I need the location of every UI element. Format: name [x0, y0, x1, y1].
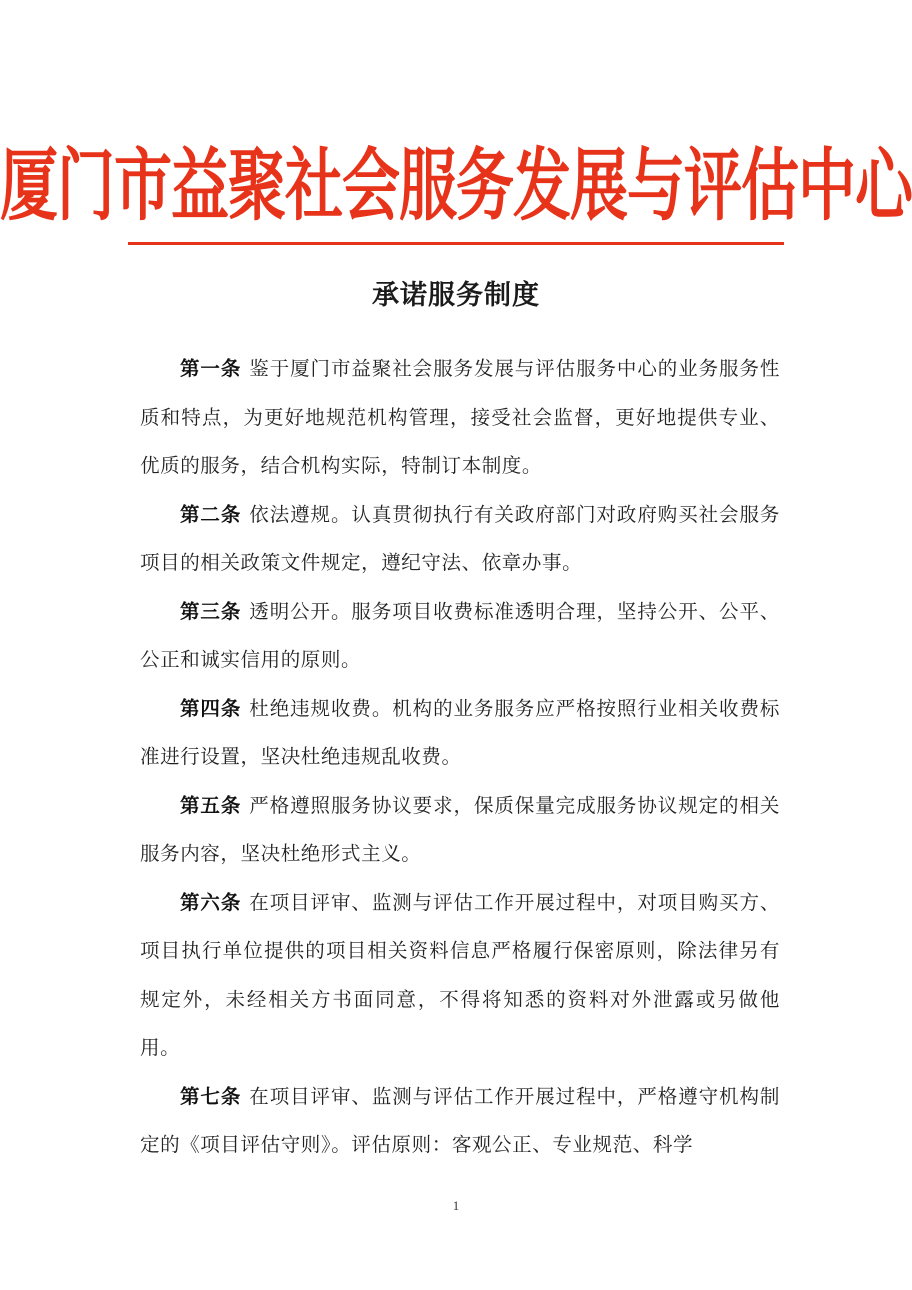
- article-text: 依法遵规。认真贯彻执行有关政府部门对政府购买社会服务项目的相关政策文件规定，遵纪守法、依章办事。: [140, 502, 780, 574]
- article-text: 严格遵照服务协议要求，保质保量完成服务协议规定的相关服务内容，坚决杜绝形式主义。: [140, 793, 780, 865]
- document-title: 承诺服务制度: [372, 280, 540, 311]
- letterhead-org-name: 厦门市益聚社会服务发展与评估中心: [0, 139, 912, 232]
- article-3: [140, 588, 780, 685]
- article-text: 杜绝违规收费。机构的业务服务应严格按照行业相关收费标准进行设置，坚决杜绝违规乱收费。: [140, 696, 780, 768]
- letterhead-divider: [128, 242, 784, 245]
- article-heading: 第一条: [180, 357, 242, 380]
- article-2: [140, 491, 780, 588]
- page-number: 1: [452, 1198, 460, 1213]
- article-7: [140, 1073, 780, 1170]
- article-heading: 第六条: [180, 890, 242, 914]
- document-body: [140, 345, 780, 1170]
- article-heading: 第七条: [180, 1084, 242, 1108]
- article-6: [140, 879, 780, 1073]
- article-heading: 第五条: [180, 793, 242, 817]
- article-heading: 第四条: [180, 696, 242, 720]
- article-1: [140, 345, 780, 491]
- article-5: [140, 782, 780, 879]
- article-text: 透明公开。服务项目收费标准透明合理，坚持公开、公平、公正和诚实信用的原则。: [140, 599, 780, 671]
- article-text: 在项目评审、监测与评估工作开展过程中，对项目购买方、项目执行单位提供的项目相关资料信息严格履行保密原则，除法律另有规定外，未经相关方书面同意，不得将知悉的资料对外泄露或另做他用。: [140, 890, 780, 1059]
- article-heading: 第三条: [180, 599, 242, 623]
- article-4: [140, 685, 780, 782]
- article-text: 鉴于厦门市益聚社会服务发展与评估服务中心的业务服务性质和特点，为更好地规范机构管理，接受社会监督，更好地提供专业、优质的服务，结合机构实际，特制订本制度。: [140, 357, 780, 477]
- article-heading: 第二条: [180, 502, 242, 526]
- article-text: 在项目评审、监测与评估工作开展过程中，严格遵守机构制定的《项目评估守则》。评估原则：客观公正、专业规范、科学: [140, 1084, 780, 1156]
